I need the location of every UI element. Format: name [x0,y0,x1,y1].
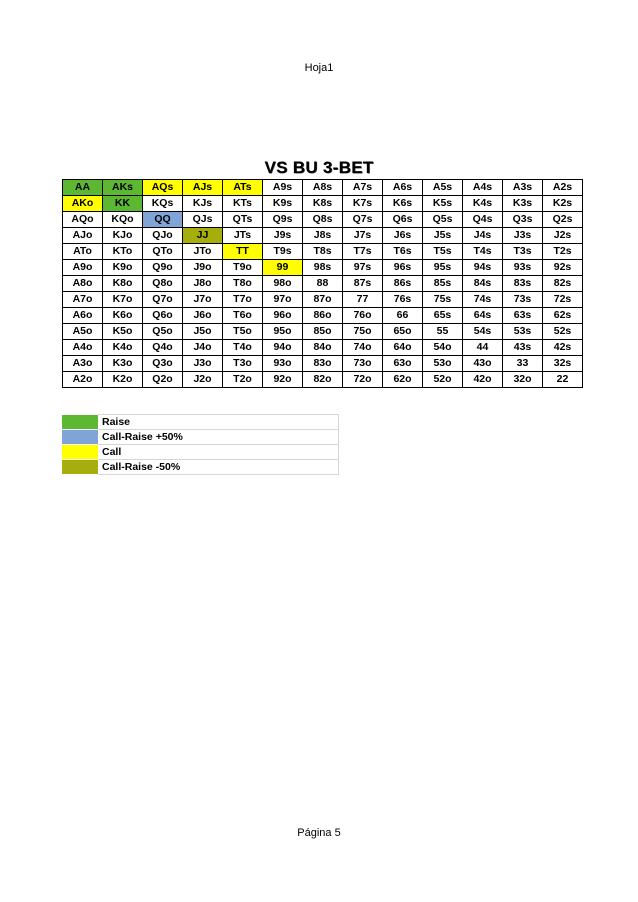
hand-cell[interactable]: Q8o [143,276,183,292]
hand-cell[interactable]: 95o [263,324,303,340]
hand-cell[interactable]: KTs [223,196,263,212]
hand-cell[interactable]: AA [63,180,103,196]
hand-cell[interactable]: A7s [343,180,383,196]
hand-cell[interactable]: 54o [423,340,463,356]
hand-cell[interactable]: 84o [303,340,343,356]
hand-cell[interactable]: 54s [463,324,503,340]
legend-swatch [62,460,98,475]
hand-cell[interactable]: T8o [223,276,263,292]
hand-cell[interactable]: J6o [183,308,223,324]
hand-range-grid [62,179,583,388]
hand-cell[interactable]: 96o [263,308,303,324]
hand-cell[interactable]: 74o [343,340,383,356]
hand-cell[interactable]: 43s [503,340,543,356]
hand-cell[interactable]: 97o [263,292,303,308]
hand-cell[interactable]: 72o [343,372,383,388]
hand-cell[interactable]: K2o [103,372,143,388]
hand-cell[interactable]: 65o [383,324,423,340]
legend-row [62,415,339,430]
hand-cell[interactable]: AJo [63,228,103,244]
grid-row [63,372,583,388]
hand-cell[interactable]: J4o [183,340,223,356]
hand-cell[interactable]: 76s [383,292,423,308]
grid-row [63,340,583,356]
hand-cell[interactable]: 82o [303,372,343,388]
legend-label: Call-Raise +50% [98,430,339,445]
hand-cell[interactable]: Q4o [143,340,183,356]
hand-cell[interactable]: 73o [343,356,383,372]
hand-cell[interactable]: 76o [343,308,383,324]
hand-cell[interactable]: T4o [223,340,263,356]
hand-cell[interactable]: Q3o [143,356,183,372]
hand-cell[interactable]: A6s [383,180,423,196]
hand-range-grid-body [63,180,583,388]
legend-label: Call-Raise -50% [98,460,339,475]
hand-cell[interactable]: T2o [223,372,263,388]
hand-cell[interactable]: T9s [263,244,303,260]
hand-cell[interactable]: Q2s [543,212,583,228]
hand-cell[interactable]: 84s [463,276,503,292]
hand-cell[interactable]: Q5o [143,324,183,340]
hand-cell[interactable]: Q9o [143,260,183,276]
hand-cell[interactable]: J5o [183,324,223,340]
hand-cell[interactable]: 83s [503,276,543,292]
hand-cell[interactable]: AKo [63,196,103,212]
hand-cell[interactable]: 44 [463,340,503,356]
hand-cell[interactable]: 94s [463,260,503,276]
hand-cell[interactable]: T6o [223,308,263,324]
hand-cell[interactable]: J2o [183,372,223,388]
hand-cell[interactable]: Q6o [143,308,183,324]
hand-cell[interactable]: J2s [543,228,583,244]
hand-cell[interactable]: K6s [383,196,423,212]
hand-cell[interactable]: A5s [423,180,463,196]
hand-cell[interactable]: 73s [503,292,543,308]
hand-cell[interactable]: K8o [103,276,143,292]
hand-cell[interactable]: 88 [303,276,343,292]
hand-cell[interactable]: 86o [303,308,343,324]
hand-cell[interactable]: T2s [543,244,583,260]
hand-cell[interactable]: K9s [263,196,303,212]
hand-cell[interactable]: KK [103,196,143,212]
grid-row [63,228,583,244]
hand-cell[interactable]: A8s [303,180,343,196]
hand-cell[interactable]: 74s [463,292,503,308]
hand-cell[interactable]: A9o [63,260,103,276]
hand-cell[interactable]: K7s [343,196,383,212]
hand-cell[interactable]: K6o [103,308,143,324]
grid-row [63,276,583,292]
hand-cell[interactable]: 64s [463,308,503,324]
hand-cell[interactable]: 98s [303,260,343,276]
hand-cell[interactable]: 32s [543,356,583,372]
grid-row [63,324,583,340]
hand-cell[interactable]: TT [223,244,263,260]
hand-cell[interactable]: J9o [183,260,223,276]
hand-cell[interactable]: 75s [423,292,463,308]
hand-cell[interactable]: K2s [543,196,583,212]
hand-cell[interactable]: KTo [103,244,143,260]
hand-cell[interactable]: 32o [503,372,543,388]
grid-row [63,244,583,260]
hand-cell[interactable]: T6s [383,244,423,260]
hand-cell[interactable]: 77 [343,292,383,308]
hand-cell[interactable]: J7s [343,228,383,244]
hand-cell[interactable]: QJo [143,228,183,244]
hand-cell[interactable]: 52s [543,324,583,340]
hand-cell[interactable]: J5s [423,228,463,244]
hand-cell[interactable]: 75o [343,324,383,340]
hand-cell[interactable]: J6s [383,228,423,244]
hand-cell[interactable]: KJs [183,196,223,212]
hand-cell[interactable]: A2o [63,372,103,388]
hand-cell[interactable]: 53s [503,324,543,340]
hand-cell[interactable]: QJs [183,212,223,228]
hand-cell[interactable]: 94o [263,340,303,356]
hand-cell[interactable]: K9o [103,260,143,276]
hand-cell[interactable]: 85o [303,324,343,340]
action-legend-body [62,415,339,475]
hand-cell[interactable]: A7o [63,292,103,308]
grid-row [63,212,583,228]
hand-cell[interactable]: Q9s [263,212,303,228]
hand-cell[interactable]: AJs [183,180,223,196]
hand-cell[interactable]: 62s [543,308,583,324]
hand-cell[interactable]: 82s [543,276,583,292]
action-legend [62,414,339,475]
hand-cell[interactable]: T5o [223,324,263,340]
hand-cell[interactable]: A4o [63,340,103,356]
hand-cell[interactable]: AQo [63,212,103,228]
hand-cell[interactable]: QQ [143,212,183,228]
hand-cell[interactable]: 93s [503,260,543,276]
hand-cell[interactable]: K8s [303,196,343,212]
hand-cell[interactable]: Q8s [303,212,343,228]
sheet-name: Hoja1 [304,62,334,74]
hand-cell[interactable]: T4s [463,244,503,260]
hand-cell[interactable]: K5s [423,196,463,212]
legend-swatch [62,415,98,430]
hand-cell[interactable]: A4s [463,180,503,196]
hand-cell[interactable]: T7s [343,244,383,260]
hand-cell[interactable]: T7o [223,292,263,308]
hand-cell[interactable]: K5o [103,324,143,340]
hand-cell[interactable]: JJ [183,228,223,244]
hand-cell[interactable]: 55 [423,324,463,340]
hand-cell[interactable]: ATo [63,244,103,260]
legend-row [62,430,339,445]
hand-cell[interactable]: ATs [223,180,263,196]
grid-row [63,260,583,276]
hand-cell[interactable]: T5s [423,244,463,260]
hand-cell[interactable]: A8o [63,276,103,292]
hand-cell[interactable]: J8s [303,228,343,244]
hand-cell[interactable]: 92s [543,260,583,276]
hand-cell[interactable]: Q7s [343,212,383,228]
hand-cell[interactable]: 87o [303,292,343,308]
legend-row [62,445,339,460]
grid-row [63,356,583,372]
hand-cell[interactable]: A2s [543,180,583,196]
hand-cell[interactable]: 72s [543,292,583,308]
hand-cell[interactable]: 33 [503,356,543,372]
hand-cell[interactable]: 96s [383,260,423,276]
hand-cell[interactable]: 98o [263,276,303,292]
hand-cell[interactable]: 87s [343,276,383,292]
legend-swatch [62,430,98,445]
hand-cell[interactable]: 22 [543,372,583,388]
page-title: VS BU 3-BET [264,158,374,177]
hand-cell[interactable]: A6o [63,308,103,324]
legend-swatch [62,445,98,460]
hand-cell[interactable]: 92o [263,372,303,388]
hand-cell[interactable]: 93o [263,356,303,372]
hand-cell[interactable]: Q6s [383,212,423,228]
hand-cell[interactable]: QTo [143,244,183,260]
hand-cell[interactable]: Q4s [463,212,503,228]
hand-cell[interactable]: AQs [143,180,183,196]
hand-cell[interactable]: J4s [463,228,503,244]
hand-cell[interactable]: QTs [223,212,263,228]
hand-cell[interactable]: K4s [463,196,503,212]
hand-cell[interactable]: A9s [263,180,303,196]
hand-cell[interactable]: K3o [103,356,143,372]
hand-cell[interactable]: 86s [383,276,423,292]
legend-row [62,460,339,475]
hand-cell[interactable]: 95s [423,260,463,276]
hand-cell[interactable]: 42s [543,340,583,356]
hand-cell[interactable]: T8s [303,244,343,260]
hand-cell[interactable]: T9o [223,260,263,276]
hand-cell[interactable]: KQs [143,196,183,212]
hand-cell[interactable]: J3s [503,228,543,244]
legend-label: Raise [98,415,339,430]
hand-cell[interactable]: 52o [423,372,463,388]
hand-cell[interactable]: 66 [383,308,423,324]
hand-cell[interactable]: K4o [103,340,143,356]
hand-cell[interactable]: 43o [463,356,503,372]
hand-cell[interactable]: 99 [263,260,303,276]
grid-row [63,292,583,308]
hand-cell[interactable]: J8o [183,276,223,292]
page-number: Página 5 [297,827,341,839]
hand-cell[interactable]: 97s [343,260,383,276]
hand-cell[interactable]: Q5s [423,212,463,228]
grid-row [63,180,583,196]
hand-cell[interactable]: 63s [503,308,543,324]
hand-cell[interactable]: A3o [63,356,103,372]
hand-cell[interactable]: 42o [463,372,503,388]
hand-cell[interactable]: A5o [63,324,103,340]
hand-cell[interactable]: A3s [503,180,543,196]
legend-label: Call [98,445,339,460]
hand-cell[interactable]: K7o [103,292,143,308]
hand-cell[interactable]: 63o [383,356,423,372]
hand-cell[interactable]: JTs [223,228,263,244]
hand-cell[interactable]: 53o [423,356,463,372]
hand-cell[interactable]: J9s [263,228,303,244]
hand-cell[interactable]: J7o [183,292,223,308]
hand-cell[interactable]: KJo [103,228,143,244]
hand-cell[interactable]: JTo [183,244,223,260]
hand-cell[interactable]: J3o [183,356,223,372]
hand-cell[interactable]: T3s [503,244,543,260]
hand-cell[interactable]: AKs [103,180,143,196]
hand-cell[interactable]: 85s [423,276,463,292]
hand-cell[interactable]: Q7o [143,292,183,308]
hand-cell[interactable]: 83o [303,356,343,372]
hand-cell[interactable]: T3o [223,356,263,372]
hand-cell[interactable]: 62o [383,372,423,388]
hand-cell[interactable]: Q3s [503,212,543,228]
hand-cell[interactable]: KQo [103,212,143,228]
grid-row [63,308,583,324]
hand-cell[interactable]: 65s [423,308,463,324]
grid-row [63,196,583,212]
hand-cell[interactable]: K3s [503,196,543,212]
hand-cell[interactable]: Q2o [143,372,183,388]
hand-cell[interactable]: 64o [383,340,423,356]
